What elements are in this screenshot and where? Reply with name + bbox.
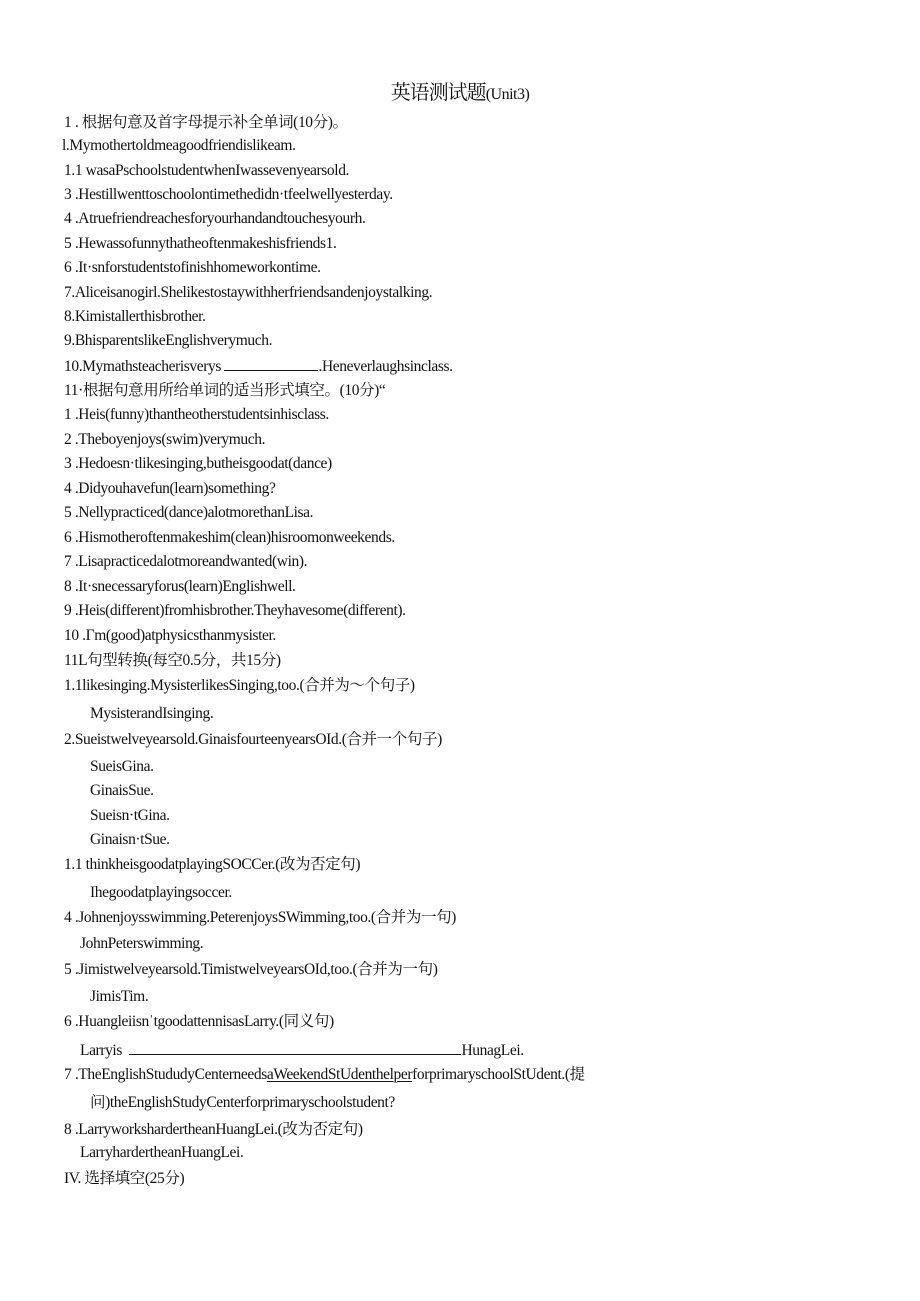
- part1-item-3: 3 .Hestillwenttoschoolontimethedidn·tfeelwellyesterday.: [64, 186, 393, 203]
- part3-q2-answer-1: SueisGina.: [90, 758, 154, 775]
- part2-item-9: 9 .Heis(different)fromhisbrother.Theyhavesome(different).: [64, 602, 406, 619]
- part3-q8: 8 .LarryworkshardertheanHuangLei.(改为否定句): [64, 1121, 363, 1138]
- part2-item-3: 3 .Hedoesn·tlikesinging,butheisgoodat(dance): [64, 455, 332, 472]
- section-4-heading: IV. 选择填空(25分): [64, 1170, 185, 1187]
- part3-q1-answer: MysisterandIsinging.: [90, 705, 214, 722]
- part3-q3: 1.1 thinkheisgoodatplayingSOCCer.(改为否定句): [64, 856, 361, 873]
- part3-q5-answer: JimisTim.: [90, 988, 149, 1005]
- part1-item-5: 5 .Hewassofunnythatheoftenmakeshisfriends1.: [64, 235, 337, 252]
- part3-q7-after: forprimaryschoolStUdent.(提: [412, 1066, 585, 1083]
- part2-item-1: 1 .Heis(funny)thantheotherstudentsinhisclass.: [64, 406, 329, 423]
- part1-item-1: l.Mymothertoldmeagoodfriendislikeam.: [62, 137, 296, 154]
- section-3-heading: 11L句型转换(每空0.5分，共15分): [64, 652, 281, 669]
- part3-q4-answer: JohnPeterswimming.: [80, 935, 204, 952]
- part3-q6: 6 .HuangleiisnˈtgoodattennisasLarry.(同义句): [64, 1013, 334, 1030]
- part3-q6-answer: [80, 1040, 524, 1061]
- title-unit: (Unit3): [485, 86, 530, 103]
- part3-q7: [64, 1065, 585, 1085]
- part3-q2-answer-2: GinaisSue.: [90, 782, 154, 799]
- title-chinese: 英语测试题: [390, 80, 486, 104]
- part3-q2-answer-3: Sueisn·tGina.: [90, 807, 170, 824]
- part3-q2: 2.Sueistwelveyearsold.GinaisfourteenyearsOId.(合并一个句子): [64, 731, 442, 748]
- part2-item-4: 4 .Didyouhavefun(learn)something?: [64, 480, 276, 497]
- part2-item-7: 7 .Lisapracticedalotmoreandwanted(win).: [64, 553, 308, 570]
- part1-item-7: 7.Aliceisanogirl.Shelikestostaywithherfriendsandenjoystalking.: [64, 284, 433, 301]
- answer-blank[interactable]: [129, 1040, 461, 1055]
- part2-item-10: 10 .Γm(good)atphysicsthanmysister.: [64, 627, 276, 644]
- part3-q7-answer: 问)theEnglishStudyCenterforprimaryschoolstudent?: [90, 1094, 395, 1111]
- part1-item-10-before: 10.Mymathsteacherisverys: [64, 358, 221, 375]
- part2-item-8: 8 .It·snecessaryforus(learn)Englishwell.: [64, 578, 296, 595]
- part1-item-10: [64, 356, 453, 377]
- section-2-heading: 11·根据句意用所给单词的适当形式填空。(10分)“: [64, 382, 386, 399]
- part1-item-10-after: .Heneverlaughsinclass.: [318, 358, 453, 375]
- answer-blank[interactable]: [224, 356, 318, 371]
- part3-q7-underlined-phrase: aWeekendStUdenthelper: [266, 1066, 413, 1083]
- part1-item-4: 4 .Atruefriendreachesforyourhandandtouchesyourh.: [64, 210, 366, 227]
- part3-q2-answer-4: Ginaisn·tSue.: [90, 831, 170, 848]
- part3-q1: 1.1likesinging.MysisterlikesSinging,too.(合并为～个句子): [64, 677, 415, 694]
- part1-item-8: 8.Kimistallerthisbrother.: [64, 308, 206, 325]
- part2-item-2: 2 .Theboyenjoys(swim)verymuch.: [64, 431, 266, 448]
- part1-item-2: 1.1 wasaPschoolstudentwhenIwassevenyearsold.: [64, 162, 350, 179]
- page-title: [0, 76, 920, 105]
- part3-q3-answer: Ihegoodatplayingsoccer.: [90, 884, 232, 901]
- section-1-heading: 1 . 根据句意及首字母提示补全单词(10分)。: [64, 114, 348, 131]
- part2-item-6: 6 .Hismotheroftenmakeshim(clean)hisroomonweekends.: [64, 529, 395, 546]
- part1-item-9: 9.BhisparentslikeEnglishverymuch.: [64, 332, 273, 349]
- part3-q8-answer: LarryhardertheanHuangLei.: [80, 1144, 244, 1161]
- part3-q4: 4 .Johnenjoysswimming.PeterenjoysSWimming,too.(合并为一句): [64, 909, 456, 926]
- part2-item-5: 5 .Nellypracticed(dance)alotmorethanLisa.: [64, 504, 314, 521]
- part3-q6-answer-before: Larryis: [80, 1042, 122, 1059]
- part3-q7-before: 7 .TheEnglishStududyCenterneeds: [64, 1066, 267, 1083]
- part1-item-6: 6 .It·snforstudentstofinishhomeworkontime.: [64, 259, 321, 276]
- part3-q5: 5 .Jimistwelveyearsold.TimistwelveyearsOId,too.(合并为一句): [64, 961, 438, 978]
- part3-q6-answer-after: HunagLei.: [461, 1042, 524, 1059]
